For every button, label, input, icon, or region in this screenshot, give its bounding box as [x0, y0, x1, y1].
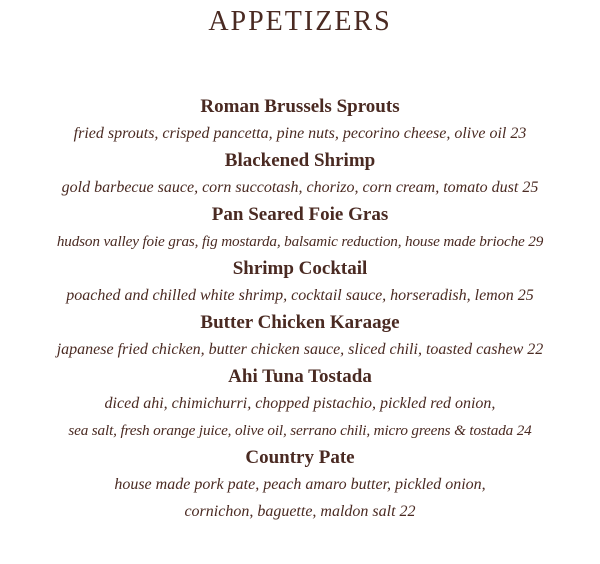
- section-title: APPETIZERS: [208, 6, 392, 37]
- item-description-line-1: house made pork pate, peach amaro butter, pickled onion,: [114, 476, 486, 493]
- menu-item: [0, 93, 600, 147]
- item-name: Blackened Shrimp: [224, 150, 376, 171]
- menu-item: [0, 201, 600, 255]
- item-description: gold barbecue sauce, corn succotash, chorizo, corn cream, tomato dust 25: [61, 179, 539, 196]
- item-description: poached and chilled white shrimp, cocktail sauce, horseradish, lemon 25: [66, 287, 534, 304]
- menu-items: [0, 93, 600, 525]
- item-description-line-1: diced ahi, chimichurri, chopped pistachio, pickled red onion,: [104, 395, 496, 412]
- menu-item: [0, 147, 600, 201]
- menu-item: [0, 255, 600, 309]
- item-name: Roman Brussels Sprouts: [200, 96, 400, 117]
- item-name: Shrimp Cocktail: [232, 258, 368, 279]
- item-description: hudson valley foie gras, fig mostarda, balsamic reduction, house made brioche 29: [56, 233, 544, 250]
- menu-item: [0, 309, 600, 363]
- item-name: Butter Chicken Karaage: [200, 312, 400, 333]
- item-description-line-2: cornichon, baguette, maldon salt 22: [184, 503, 416, 520]
- item-name: Pan Seared Foie Gras: [211, 204, 389, 225]
- item-description: japanese fried chicken, butter chicken sauce, sliced chili, toasted cashew 22: [56, 341, 544, 358]
- item-description: fried sprouts, crisped pancetta, pine nuts, pecorino cheese, olive oil 23: [73, 125, 527, 142]
- item-name: Country Pate: [245, 447, 355, 468]
- item-description-line-2: sea salt, fresh orange juice, olive oil, serrano chili, micro greens & tostada 24: [68, 422, 532, 439]
- menu-item: [0, 444, 600, 525]
- item-name: Ahi Tuna Tostada: [228, 366, 372, 387]
- menu-item: [0, 363, 600, 444]
